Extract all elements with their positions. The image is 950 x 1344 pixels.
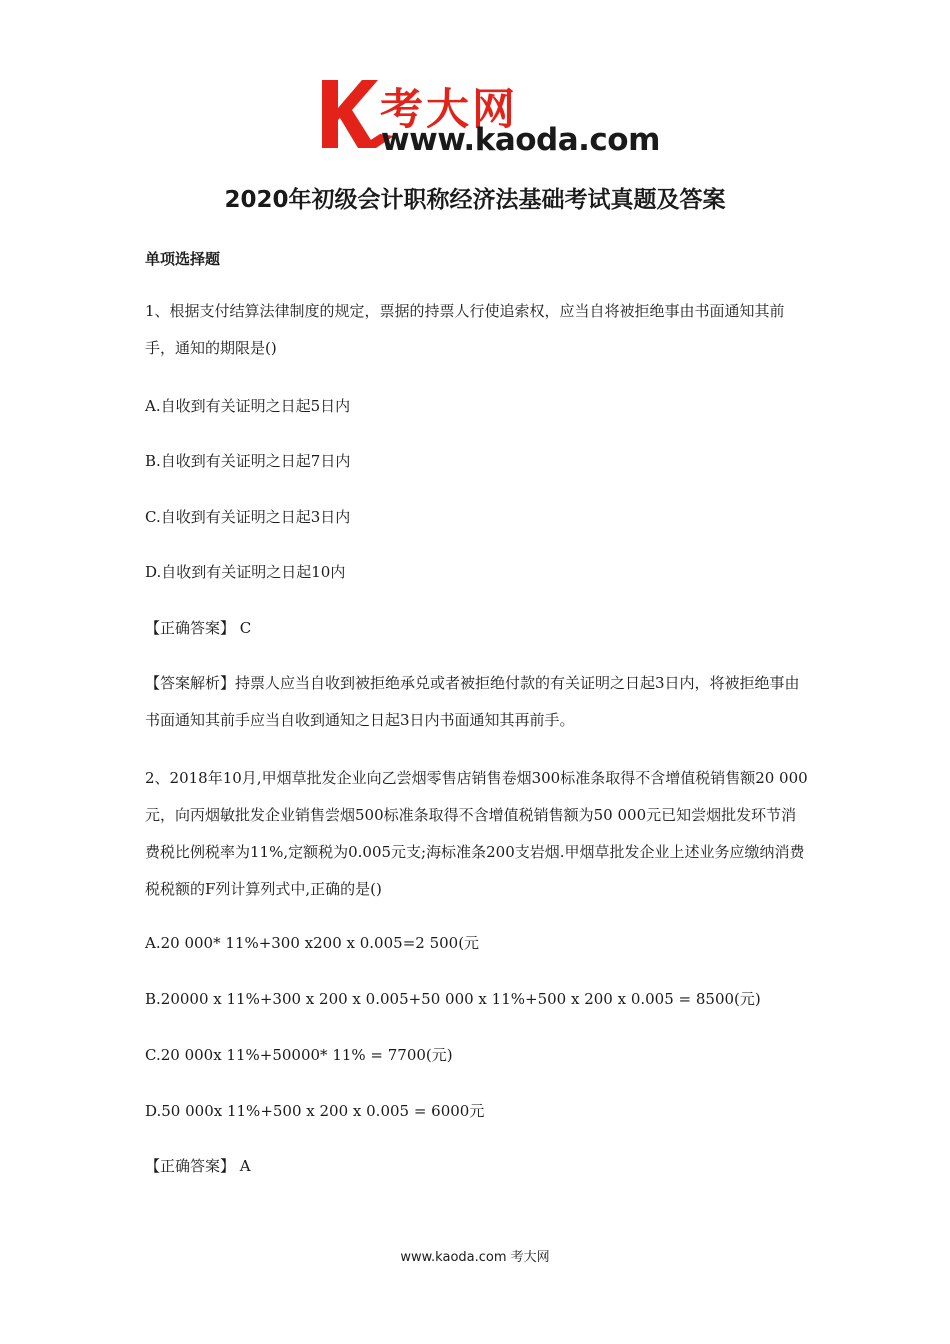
question-2-option-b: B.20000 x 11%+300 x 200 x 0.005+50 000 x 11%+500 x 200 x 0.005 = 8500(元) <box>145 990 761 1008</box>
logo-brand-cn: 考大网 <box>380 85 518 135</box>
page-title: 2020年初级会计职称经济法基础考试真题及答案 <box>224 187 726 213</box>
question-1-stem: 1、根据支付结算法律制度的规定，票据的持票人行使追索权，应当自将被拒绝事由书面通知其前手，通知的期限是() <box>145 302 785 357</box>
logo-url: www.kaoda.com <box>381 122 660 158</box>
question-1-analysis: 【答案解析】持票人应当自收到被拒绝承兑或者被拒绝付款的有关证明之日起3日内，将被拒绝事由书面通知其前手应当自收到通知之日起3日内书面通知其再前手。 <box>145 674 800 729</box>
page-footer: www.kaoda.com 考大网 <box>400 1250 550 1265</box>
question-2-answer: 【正确答案】 A <box>145 1157 251 1175</box>
question-1-option-d: D.自收到有关证明之日起10内 <box>145 563 346 581</box>
site-logo <box>318 78 660 162</box>
section-heading: 单项选择题 <box>145 250 221 268</box>
question-1-answer: 【正确答案】 C <box>145 619 252 637</box>
question-1-option-b: B.自收到有关证明之日起7日内 <box>145 452 351 470</box>
question-1-option-a: A.自收到有关证明之日起5日内 <box>145 397 351 415</box>
question-2-stem: 2、2018年10月,甲烟草批发企业向乙尝烟零售店销售卷烟300标准条取得不含增值税销售额20 000元，向丙烟敏批发企业销售尝烟500标准条取得不含增值税销售额为50 000元已知尝烟批发环节消费税比例税率为11%,定额税为0.005元支;海标准条200支岩烟.甲烟草批发企业上述业务应缴纳消费税税额的F列计算列式中,正确的是() <box>145 769 808 898</box>
question-1-option-c: C.自收到有关证明之日起3日内 <box>145 508 351 526</box>
question-2-option-a: A.20 000* 11%+300 x200 x 0.005=2 500(元 <box>145 934 480 952</box>
question-2-option-d: D.50 000x 11%+500 x 200 x 0.005 = 6000元 <box>145 1102 485 1120</box>
question-2-option-c: C.20 000x 11%+50000* 11% = 7700(元) <box>145 1046 453 1064</box>
